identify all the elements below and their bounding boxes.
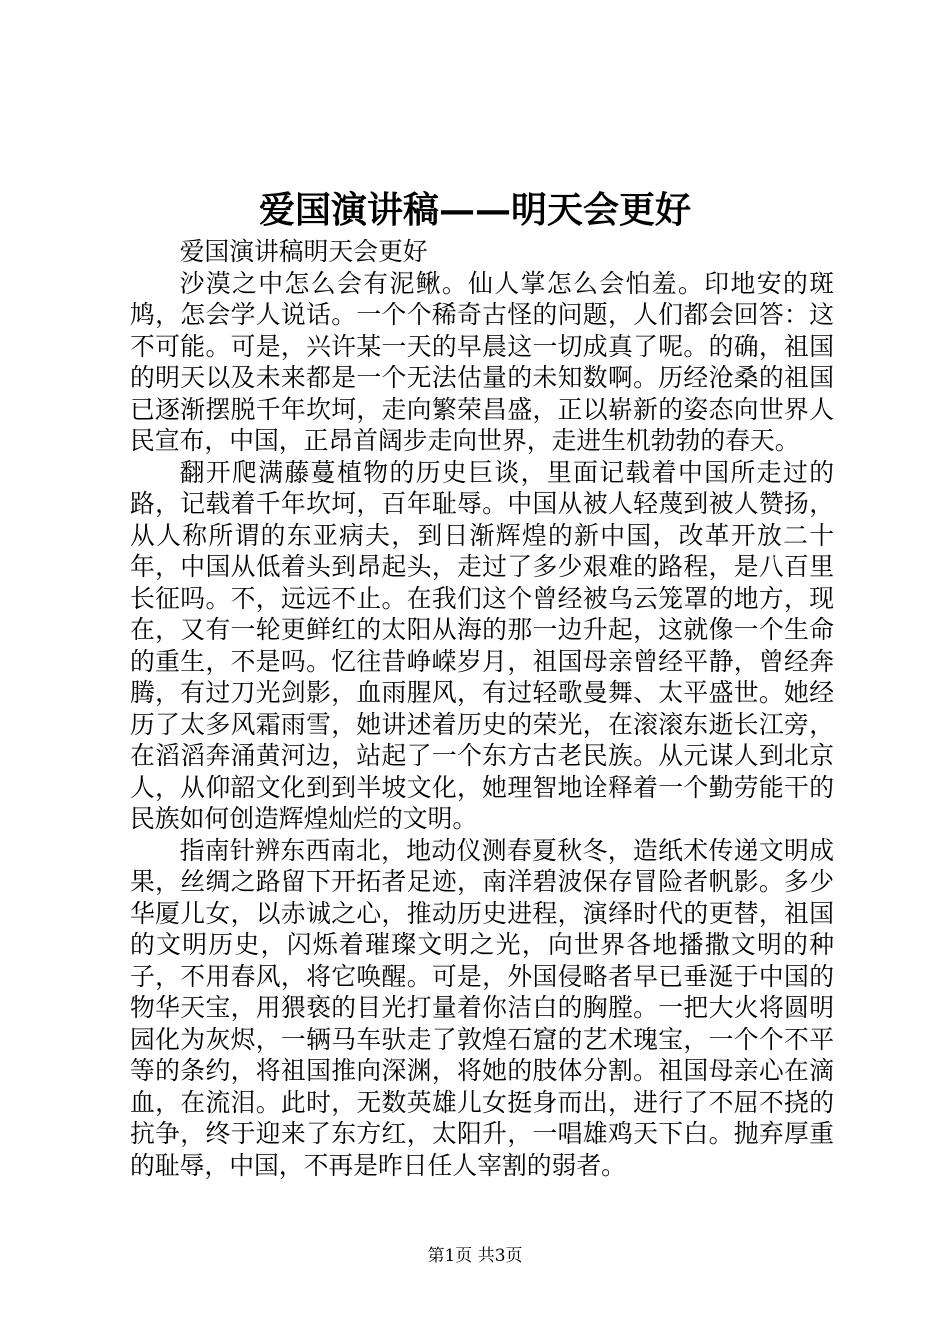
document-title: 爱国演讲稿——明天会更好 <box>258 189 691 231</box>
body-paragraph-2: 翻开爬满藤蔓植物的历史巨谈，里面记载着中国所走过的路，记载着千年坎坷，百年耻辱。中国从被人轻蔑到被人赞扬，从人称所谓的东亚病夫，到日渐辉煌的新中国，改革开放二十年，中国从低着头到昂起头，走过了多少艰难的路程，是八百里长征吗。不，远远不止。在我们这个曾经被乌云笼罩的地方，现在，又有一轮更鲜红的太阳从海的那一边升起，这就像一个生命的重生，不是吗。忆往昔峥嵘岁月，祖国母亲曾经平静，曾经奔腾，有过刀光剑影，血雨腥风，有过轻歌曼舞、太平盛世。她经历了太多风霜雨雪，她讲述着历史的荣光，在滚滚东逝长江旁，在滔滔奔涌黄河边，站起了一个东方古老民族。从元谋人到北京人，从仰韶文化到到半坡文化，她理智地诠释着一个勤劳能干的民族如何创造辉煌灿烂的文明。 <box>130 457 834 833</box>
body-paragraph-1: 沙漠之中怎么会有泥鳅。仙人掌怎么会怕羞。印地安的斑鸠，怎会学人说话。一个个稀奇古怪的问题，人们都会回答：这不可能。可是，兴许某一天的早晨这一切成真了呢。的确，祖国的明天以及未来都是一个无法估量的未知数啊。历经沧桑的祖国已逐渐摆脱千年坎坷，走向繁荣昌盛，正以崭新的姿态向世界人民宣布，中国，正昂首阔步走向世界，走进生机勃勃的春天。 <box>130 268 834 455</box>
document-body <box>130 236 834 1181</box>
subtitle-paragraph: 爱国演讲稿明天会更好 <box>179 237 428 266</box>
body-paragraph-3: 指南针辨东西南北，地动仪测春夏秋冬，造纸术传递文明成果，丝绸之路留下开拓者足迹，南洋碧波保存冒险者帆影。多少华厦儿女，以赤诚之心，推动历史进程，演绎时代的更替，祖国的文明历史，闪烁着璀璨文明之光，向世界各地播撒文明的种子，不用春风，将它唤醒。可是，外国侵略者早已垂涎于中国的物华天宝，用猥亵的目光打量着你洁白的胸膛。一把大火将圆明园化为灰烬，一辆马车驮走了敦煌石窟的艺术瑰宝，一个个不平等的条约，将祖国推向深渊，将她的肢体分割。祖国母亲心在滴血，在流泪。此时，无数英雄儿女挺身而出，进行了不屈不挠的抗争，终于迎来了东方红，太阳升，一唱雄鸡天下白。抛弃厚重的耻辱，中国，不再是昨日任人宰割的弱者。 <box>130 835 834 1180</box>
page-number-footer: 第1页 共3页 <box>427 1246 523 1266</box>
